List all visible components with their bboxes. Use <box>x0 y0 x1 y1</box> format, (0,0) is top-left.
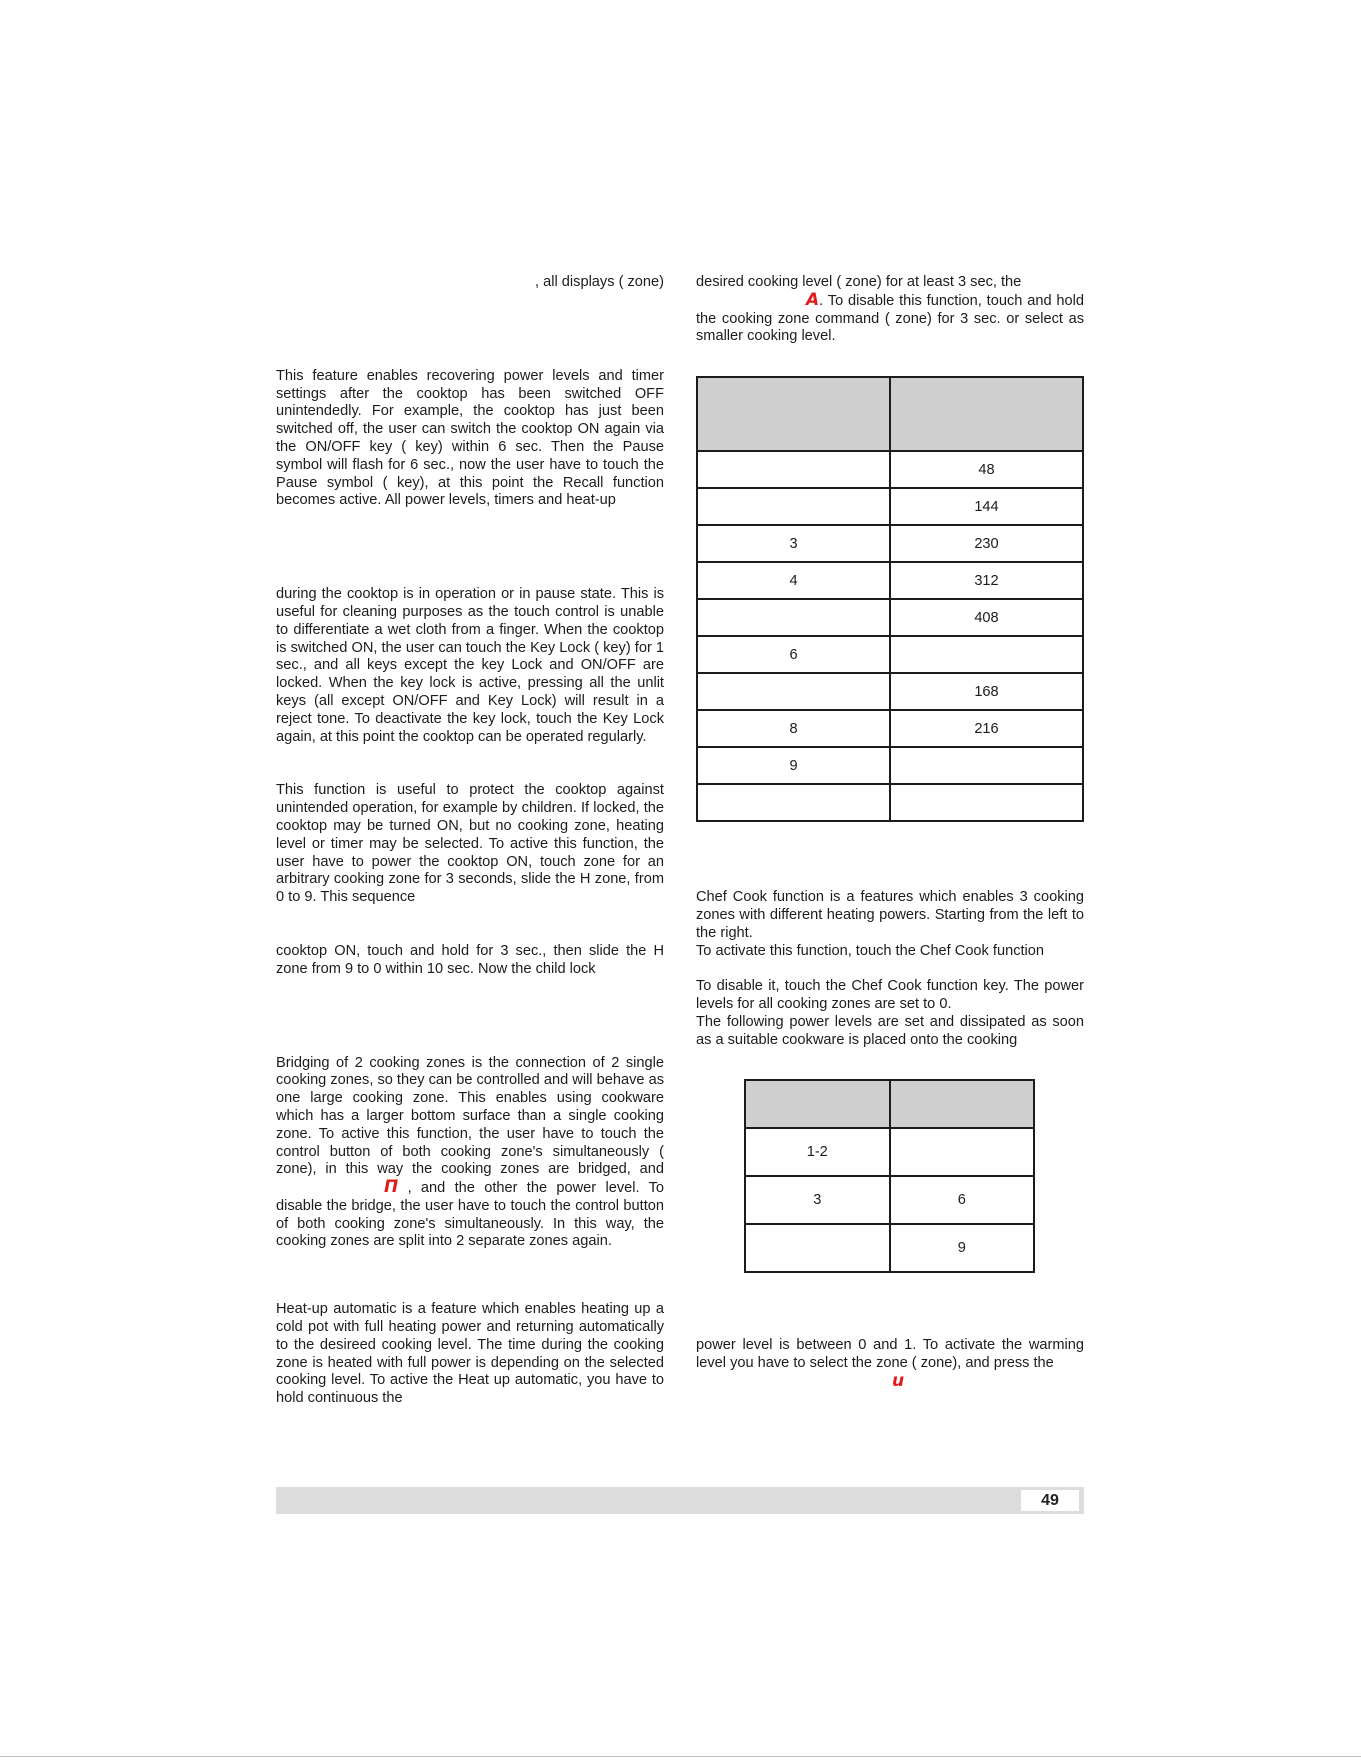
warming-symbol-line <box>696 1370 1084 1392</box>
heatup-symbol-icon: A <box>806 289 820 310</box>
heatup-continuation <box>696 274 1084 346</box>
table-cell <box>697 599 890 636</box>
table-cell: 8 <box>697 710 890 747</box>
table-cell: 408 <box>890 599 1083 636</box>
chef-cook-table <box>744 1079 1035 1273</box>
chef-paragraph-1: Chef Cook function is a features which enables 3 cooking zones with different heating powers. Starting from the left to the right. <box>696 889 1084 941</box>
table-row <box>697 673 1083 710</box>
bridge-text-a: Bridging of 2 cooking zones is the connection of 2 single cooking zones, so they can be controlled and will behave as one large cooking zone. This enables using cookware which has a larger bottom surface than a single cooking zone. To active this function, the user have to touch the control button of both cooking zone's simultaneously ( zone), in this way the cooking zones are bridged, and <box>276 1054 664 1178</box>
table-cell <box>745 1224 890 1272</box>
warming-paragraph: power level is between 0 and 1. To activate the warming level you have to select the zone ( zone), and press the <box>696 1337 1084 1372</box>
table-cell: 144 <box>890 488 1083 525</box>
table-cell <box>890 1128 1035 1176</box>
table-cell: 312 <box>890 562 1083 599</box>
table-row <box>745 1128 1034 1176</box>
table-row <box>697 710 1083 747</box>
table-cell: 9 <box>697 747 890 784</box>
page-number: 49 <box>1021 1490 1079 1511</box>
left-column <box>276 274 664 1408</box>
table-cell: 168 <box>890 673 1083 710</box>
chef-paragraph-2: To activate this function, touch the Chef Cook function <box>696 942 1045 959</box>
table-header-cell <box>890 377 1083 451</box>
table-cell <box>890 636 1083 673</box>
top-fragment: , all displays ( zone) <box>535 274 664 290</box>
table-cell: 216 <box>890 710 1083 747</box>
table-row <box>745 1224 1034 1272</box>
power-level-table <box>696 376 1084 822</box>
table-cell: 9 <box>890 1224 1035 1272</box>
table-cell <box>890 747 1083 784</box>
chef-paragraph-3: To disable it, touch the Chef Cook function key. The power levels for all cooking zones are set to 0. <box>696 978 1084 1012</box>
table-cell <box>697 488 890 525</box>
table-row <box>697 451 1083 488</box>
bridge-paragraph <box>276 1055 664 1252</box>
table-header-row <box>745 1080 1034 1128</box>
table-row <box>697 747 1083 784</box>
heatup-cont-b: . To disable this function, touch and hold the cooking zone command ( zone) for 3 sec. or select as smaller cooking level. <box>696 292 1084 345</box>
table-cell <box>697 673 890 710</box>
table-cell <box>697 451 890 488</box>
table-row <box>697 562 1083 599</box>
bridge-text-b: , and the other the power level. To disable the bridge, the user have to touch the control button of both cooking zone's simultaneously. In this way, the cooking zones are split into 2 separate zones again. <box>276 1180 664 1250</box>
table-header-cell <box>745 1080 890 1128</box>
table-cell <box>697 784 890 821</box>
table-header-cell <box>697 377 890 451</box>
table-cell: 3 <box>745 1176 890 1224</box>
recall-paragraph: This feature enables recovering power levels and timer settings after the cooktop has been switched OFF unintendedly. For example, the cooktop has just been switched off, the user can switch the cooktop ON again via the ON/OFF key ( key) within 6 sec. Then the Pause symbol will flash for 6 sec., now the user have to touch the Pause symbol ( key), at this point the Recall function becomes active. All power levels, timers and heat-up <box>276 367 664 509</box>
childlock-paragraph-2: cooktop ON, touch and hold for 3 sec., then slide the H zone from 9 to 0 within 10 sec. Now the child lock <box>276 942 664 977</box>
table-cell: 6 <box>890 1176 1035 1224</box>
table-cell: 4 <box>697 562 890 599</box>
heatup-cont-a: desired cooking level ( zone) for at least 3 sec, the <box>696 274 1022 290</box>
table-header-row <box>697 377 1083 451</box>
heatup-paragraph: Heat-up automatic is a feature which enables heating up a cold pot with full heating power and returning automatically to the desireed cooking level. The time during the cooking zone is heated with full power is depending on the selected cooking level. To active the Heat up automatic, you have to hold continuous the <box>276 1301 664 1407</box>
chef-paragraph-4: The following power levels are set and dissipated as soon as a suitable cookware is placed onto the cooking <box>696 1013 1084 1048</box>
table-row <box>745 1176 1034 1224</box>
keylock-paragraph: during the cooktop is in operation or in pause state. This is useful for cleaning purposes as the touch control is unable to differentiate a wet cloth from a finger. When the cooktop is switched ON, the user can touch the Key Lock ( key) for 1 sec., and all keys except the key Lock and ON/OFF are locked. When the key lock is active, pressing all the unlit keys (all except ON/OFF and Key Lock) will result in a reject tone. To deactivate the key lock, touch the Key Lock again, at this point the cooktop can be operated regularly. <box>276 586 664 745</box>
childlock-paragraph: This function is useful to protect the cooktop against unintended operation, for example by children. If locked, the cooktop may be turned ON, but no cooking zone, heating level or timer may be selected. To active this function, the user have to power the cooktop ON, touch zone for an arbitrary cooking zone for 3 seconds, slide the H zone, from 0 to 9. This sequence <box>276 782 664 906</box>
table-row <box>697 525 1083 562</box>
table-cell: 1-2 <box>745 1128 890 1176</box>
table-row <box>697 488 1083 525</box>
table-cell: 230 <box>890 525 1083 562</box>
table-header-cell <box>890 1080 1035 1128</box>
table-cell: 6 <box>697 636 890 673</box>
footer-bar <box>276 1487 1084 1514</box>
warming-symbol-icon: u <box>892 1370 905 1391</box>
table-cell: 3 <box>697 525 890 562</box>
table-row <box>697 636 1083 673</box>
table-cell <box>890 784 1083 821</box>
table-row <box>697 599 1083 636</box>
table-row <box>697 784 1083 821</box>
bottom-divider <box>0 1756 1361 1757</box>
table-cell: 48 <box>890 451 1083 488</box>
bridge-symbol-icon: П <box>384 1177 399 1198</box>
